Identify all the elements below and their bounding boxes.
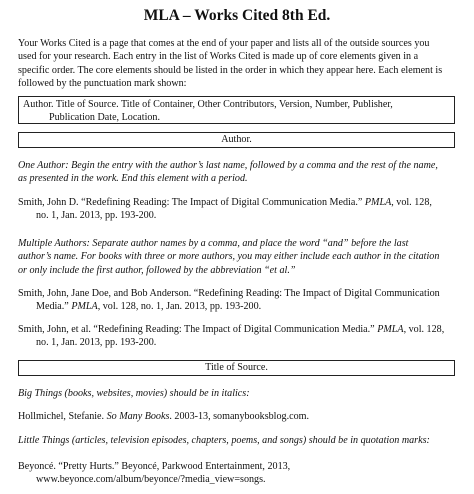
citation-text: . 2003-13, somanybooksblog.com. bbox=[169, 411, 309, 422]
book-title: So Many Books bbox=[106, 411, 170, 422]
citation-line: Smith, John, Jane Doe, and Bob Anderson. “Redefining Reading: The Impact of Digital Communication bbox=[18, 288, 440, 299]
citation-line: no. 1, Jan. 2013, pp. 193-200. bbox=[36, 337, 157, 349]
multiple-authors-instructions bbox=[18, 237, 460, 277]
intro-line: Your Works Cited is a page that comes at the end of your paper and lists all of the outside sources you bbox=[18, 38, 430, 49]
intro-line: used for your research. Each entry in the list of Works Cited is made up of core elements given in a bbox=[18, 51, 419, 63]
journal-title: PMLA bbox=[377, 324, 404, 335]
journal-title: PMLA bbox=[71, 301, 98, 313]
et-al-example bbox=[18, 323, 460, 350]
title-section-heading: Title of Source. bbox=[18, 360, 455, 376]
citation-line: www.beyonce.com/album/beyonce/?media_view=songs. bbox=[36, 474, 266, 486]
citation-text: , vol. 128, no. 1, Jan. 2013, pp. 193-200. bbox=[97, 301, 262, 313]
instruction-line: One Author: Begin the entry with the author’s last name, followed by a comma and the rest of the name, bbox=[18, 160, 438, 171]
citation-text: Smith, John, et al. “Redefining Reading: The Impact of Digital Communication Media.” bbox=[18, 324, 378, 335]
citation-line bbox=[18, 196, 460, 209]
core-elements-line: Publication Date, Location. bbox=[49, 112, 161, 123]
citation-text: Media.” bbox=[36, 301, 72, 313]
page-title: MLA – Works Cited 8th Ed. bbox=[143, 7, 331, 24]
intro-paragraph bbox=[18, 37, 458, 90]
citation-text: , vol. 128, bbox=[391, 197, 432, 208]
little-things-example bbox=[18, 460, 460, 487]
one-author-example bbox=[18, 196, 460, 223]
intro-line: followed by the punctuation mark shown: bbox=[18, 77, 187, 89]
citation-text: Hollmichel, Stefanie. bbox=[18, 411, 107, 422]
core-elements-box bbox=[18, 96, 455, 124]
instruction-line: Multiple Authors: Separate author names by a comma, and place the word “and” before the last bbox=[18, 238, 409, 249]
big-things-instruction: Big Things (books, websites, movies) should be in italics: bbox=[18, 388, 250, 399]
instruction-line: as presented in the work. End this element with a period. bbox=[18, 173, 248, 185]
one-author-instructions bbox=[18, 159, 460, 186]
author-section-heading: Author. bbox=[18, 132, 455, 148]
citation-line: no. 1, Jan. 2013, pp. 193-200. bbox=[36, 210, 157, 222]
instruction-line: or only include the first author, followed by the abbreviation “et al.” bbox=[18, 264, 296, 276]
multiple-authors-example bbox=[18, 287, 460, 314]
citation-line bbox=[18, 300, 460, 313]
core-elements-line: Author. Title of Source. Title of Container, Other Contributors, Version, Number, Publisher, bbox=[23, 99, 393, 110]
intro-line: specific order. The core elements should be listed in the order in which they appear here. Each element is bbox=[18, 64, 443, 76]
little-things-instruction: Little Things (articles, television episodes, chapters, poems, and songs) should be in quotation marks: bbox=[18, 435, 430, 446]
big-things-example bbox=[18, 410, 460, 423]
instruction-line: author’s name. For books with three or more authors, you may either include each author in the citation bbox=[18, 251, 440, 263]
citation-text: , vol. 128, bbox=[403, 324, 445, 335]
journal-title: PMLA bbox=[364, 197, 392, 208]
citation-text: Smith, John D. “Redefining Reading: The Impact of Digital Communication Media.” bbox=[18, 197, 365, 208]
citation-line: Beyoncé. “Pretty Hurts.” Beyoncé, Parkwood Entertainment, 2013, bbox=[18, 461, 291, 472]
citation-line bbox=[18, 323, 460, 336]
